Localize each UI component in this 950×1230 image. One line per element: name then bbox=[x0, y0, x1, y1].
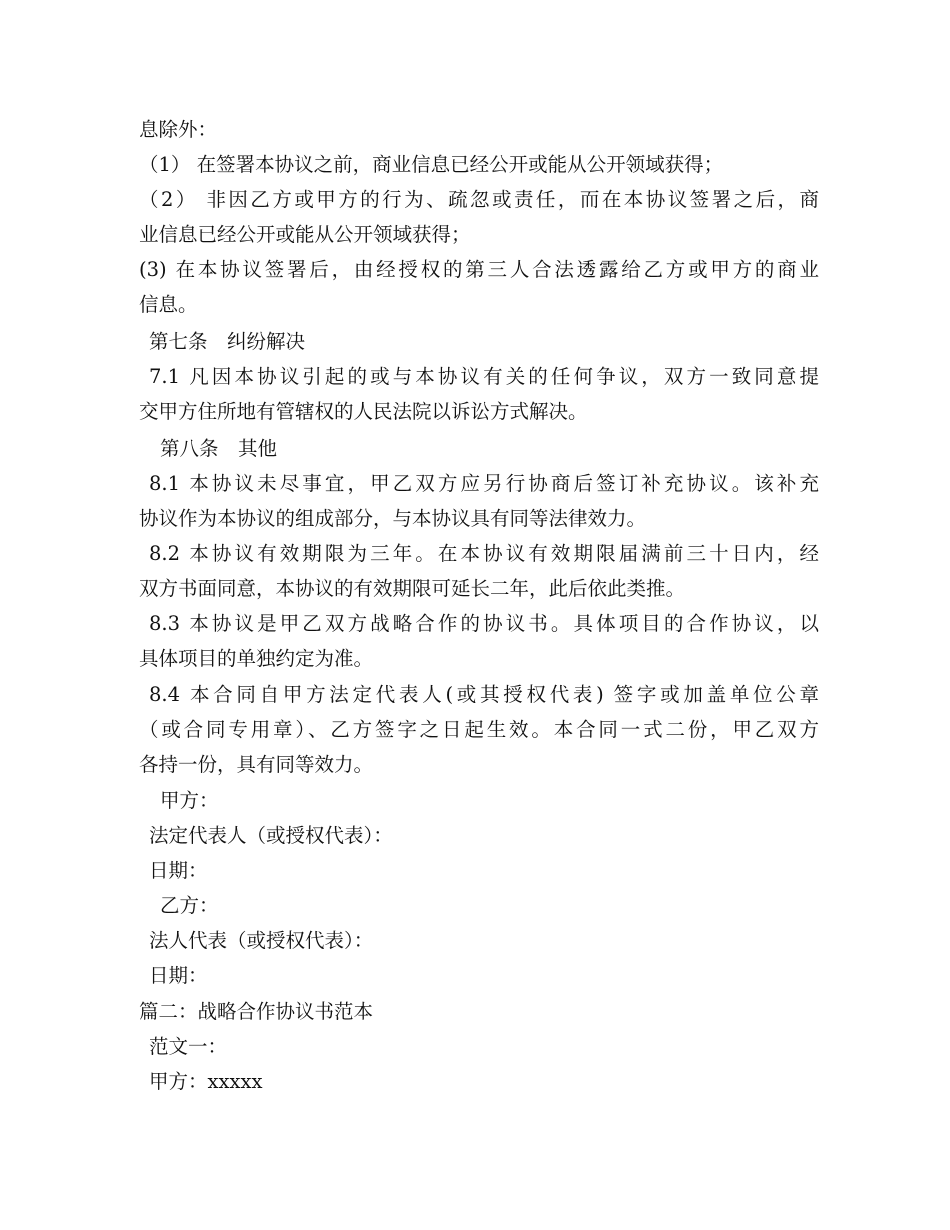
text-line: 8.1 本协议未尽事宜，甲乙双方应另行协商后签订补充协议。该补充 bbox=[149, 472, 819, 495]
text-line: 范文一： bbox=[149, 1035, 228, 1058]
text-line: 各持一份，具有同等效力。 bbox=[139, 753, 374, 776]
text-line: 双方书面同意，本协议的有效期限可延长二年，此后依此类推。 bbox=[139, 577, 686, 600]
signature-label: 法定代表人（或授权代表）： bbox=[149, 824, 393, 847]
text-line: 8.4 本合同自甲方法定代表人(或其授权代表) 签字或加盖单位公章 bbox=[149, 683, 819, 706]
section-heading: 第八条 其他 bbox=[160, 437, 278, 460]
text-line: 具体项目的单独约定为准。 bbox=[139, 647, 374, 670]
text-line: 协议作为本协议的组成部分，与本协议具有同等法律效力。 bbox=[139, 507, 647, 530]
text-line: 8.3 本协议是甲乙双方战略合作的协议书。具体项目的合作协议，以 bbox=[149, 612, 819, 635]
section-heading: 第七条 纠纷解决 bbox=[149, 330, 306, 353]
text-line: 信息。 bbox=[139, 293, 198, 316]
text-line: 业信息已经公开或能从公开领域获得； bbox=[139, 223, 471, 246]
signature-label: 日期： bbox=[149, 859, 208, 882]
signature-label: 甲方： bbox=[160, 789, 219, 812]
text-line: （2） 非因乙方或甲方的行为、疏忽或责任，而在本协议签署之后，商 bbox=[139, 188, 819, 211]
section-heading: 篇二：战略合作协议书范本 bbox=[139, 1000, 374, 1023]
text-line: （1） 在签署本协议之前，商业信息已经公开或能从公开领域获得； bbox=[139, 153, 724, 176]
signature-label: 乙方： bbox=[160, 894, 219, 917]
text-line: (3) 在本协议签署后，由经授权的第三人合法透露给乙方或甲方的商业 bbox=[139, 258, 819, 281]
signature-label: 日期： bbox=[149, 964, 208, 987]
text-line: （或合同专用章）、乙方签字之日起生效。本合同一式二份，甲乙双方 bbox=[139, 718, 819, 741]
text-line: 甲方：xxxxx bbox=[149, 1070, 263, 1093]
text-line: 8.2 本协议有效期限为三年。在本协议有效期限届满前三十日内，经 bbox=[149, 542, 819, 565]
text-line: 息除外： bbox=[139, 118, 218, 141]
text-line: 交甲方住所地有管辖权的人民法院以诉讼方式解决。 bbox=[139, 400, 588, 423]
text-line: 7.1 凡因本协议引起的或与本协议有关的任何争议，双方一致同意提 bbox=[149, 365, 819, 388]
signature-label: 法人代表（或授权代表）： bbox=[149, 929, 374, 952]
